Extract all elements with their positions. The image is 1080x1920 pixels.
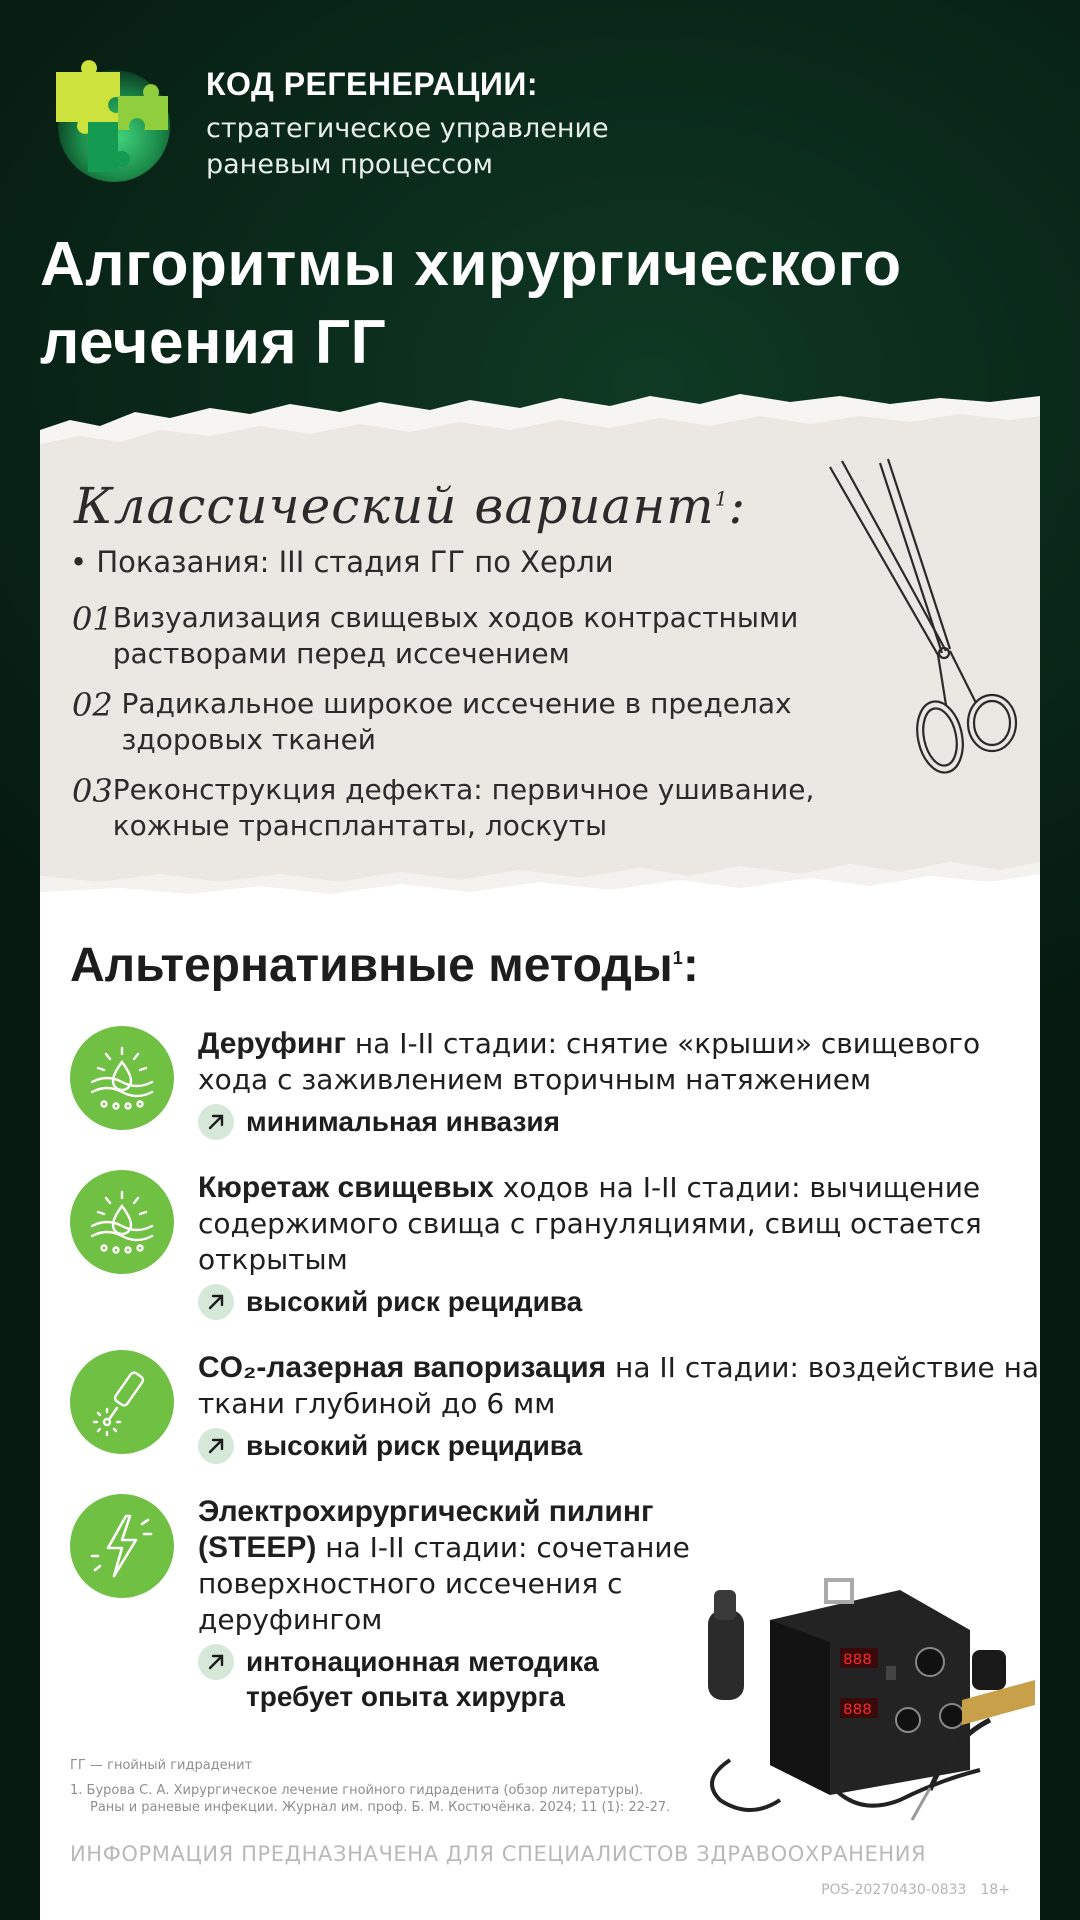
indication: • Показания: III стадия ГГ по Херли bbox=[70, 545, 614, 579]
footnote-reference: 1. Бурова С. А. Хирургическое лечение гнойного гидраденита (обзор литературы). bbox=[70, 1783, 644, 1798]
page-title-line2: лечения ГГ bbox=[40, 308, 387, 377]
footnotes bbox=[70, 1757, 670, 1816]
classic-steps bbox=[72, 600, 892, 858]
skin-layers-icon bbox=[70, 1170, 174, 1274]
method-note bbox=[198, 1284, 1048, 1320]
method-details: на I-II стадии: сочетание поверхностного иссечения с деруфингом bbox=[198, 1531, 690, 1636]
alternatives-title-text: Альтернативные методы bbox=[70, 939, 673, 992]
brand-title: КОД РЕГЕНЕРАЦИИ: bbox=[206, 66, 538, 102]
method-note bbox=[198, 1644, 758, 1714]
method-details: на II стадии: воздействие на ткани глубиной до 6 мм bbox=[198, 1351, 1040, 1420]
method-name: CO₂-лазерная вапоризация bbox=[198, 1351, 607, 1384]
age-rating: 18+ bbox=[980, 1882, 1010, 1898]
disclaimer: ИНФОРМАЦИЯ ПРЕДНАЗНАЧЕНА ДЛЯ СПЕЦИАЛИСТОВ ЗДРАВООХРАНЕНИЯ bbox=[70, 1842, 927, 1866]
svg-text:888: 888 bbox=[843, 1651, 872, 1669]
page-title-line1: Алгоритмы хирургического bbox=[40, 230, 902, 299]
method-description bbox=[198, 1026, 1048, 1098]
method-note bbox=[198, 1104, 1048, 1140]
page-title bbox=[40, 226, 902, 382]
method-name: Деруфинг bbox=[198, 1027, 346, 1060]
svg-text:888: 888 bbox=[843, 1701, 872, 1719]
method-description bbox=[198, 1494, 758, 1638]
method-details: ходов на I-II стадии: вычищение содержимого свища с грануляциями, свищ остается открытым bbox=[198, 1171, 982, 1276]
step-number: 02 bbox=[72, 686, 113, 724]
skin-layers-icon bbox=[70, 1026, 174, 1130]
method-description bbox=[198, 1350, 1048, 1422]
step-text: Визуализация свищевых ходов контрастными растворами перед иссечением bbox=[112, 601, 799, 670]
lightning-icon bbox=[70, 1494, 174, 1598]
laser-icon bbox=[70, 1350, 174, 1454]
arrow-up-right-icon bbox=[198, 1284, 234, 1320]
footnote-reference-line2: Раны и раневые инфекции. Журнал им. проф. Б. М. Костючёнка. 2024; 11 (1): 22-27. bbox=[90, 1800, 671, 1815]
alternatives-title-colon: : bbox=[682, 939, 699, 992]
method-note bbox=[198, 1428, 1048, 1464]
step-text: Радикальное широкое иссечение в пределах здоровых тканей bbox=[121, 687, 792, 756]
method-note-text: минимальная инвазия bbox=[246, 1106, 560, 1137]
method-description bbox=[198, 1170, 1048, 1278]
step-item bbox=[72, 600, 892, 672]
footnote-abbreviation: ГГ — гнойный гидраденит bbox=[70, 1758, 253, 1773]
document-code-number: POS-20270430-0833 bbox=[821, 1882, 967, 1898]
classic-title-text: Классический вариант bbox=[74, 477, 715, 535]
classic-title-colon: : bbox=[728, 477, 747, 535]
puzzle-sphere-icon bbox=[48, 58, 180, 184]
arrow-up-right-icon bbox=[198, 1104, 234, 1140]
step-item bbox=[72, 772, 892, 844]
method-note-text: высокий риск рецидива bbox=[246, 1430, 583, 1461]
method-note-text: интонационная методика bbox=[246, 1646, 599, 1677]
method-note-text-line2: требует опыта хирурга bbox=[246, 1681, 565, 1712]
arrow-up-right-icon bbox=[198, 1644, 234, 1680]
alternatives-title-ref: 1 bbox=[672, 948, 683, 968]
method-name: Электрохирургический пилинг (STEEP) bbox=[198, 1495, 654, 1564]
alternatives-title bbox=[70, 938, 699, 993]
step-number: 03 bbox=[72, 772, 113, 810]
electrosurgical-station-image bbox=[690, 1570, 1040, 1830]
arrow-up-right-icon bbox=[198, 1428, 234, 1464]
method-note-text: высокий риск рецидива bbox=[246, 1286, 583, 1317]
step-text: Реконструкция дефекта: первичное ушивание, кожные трансплантаты, лоскуты bbox=[112, 773, 815, 842]
step-number: 01 bbox=[72, 600, 113, 638]
brand-subtitle-line2: раневым процессом bbox=[206, 149, 494, 180]
method-details: на I-II стадии: снятие «крыши» свищевого хода с заживлением вторичным натяжением bbox=[198, 1027, 981, 1096]
surgical-scissors-icon bbox=[820, 455, 1030, 795]
brand-subtitle-line1: стратегическое управление bbox=[206, 113, 609, 144]
classic-title-ref: 1 bbox=[714, 486, 729, 511]
document-code bbox=[807, 1882, 1010, 1898]
step-item bbox=[72, 686, 892, 758]
brand bbox=[206, 66, 609, 183]
classic-title bbox=[74, 477, 746, 535]
method-name: Кюретаж свищевых bbox=[198, 1171, 494, 1204]
